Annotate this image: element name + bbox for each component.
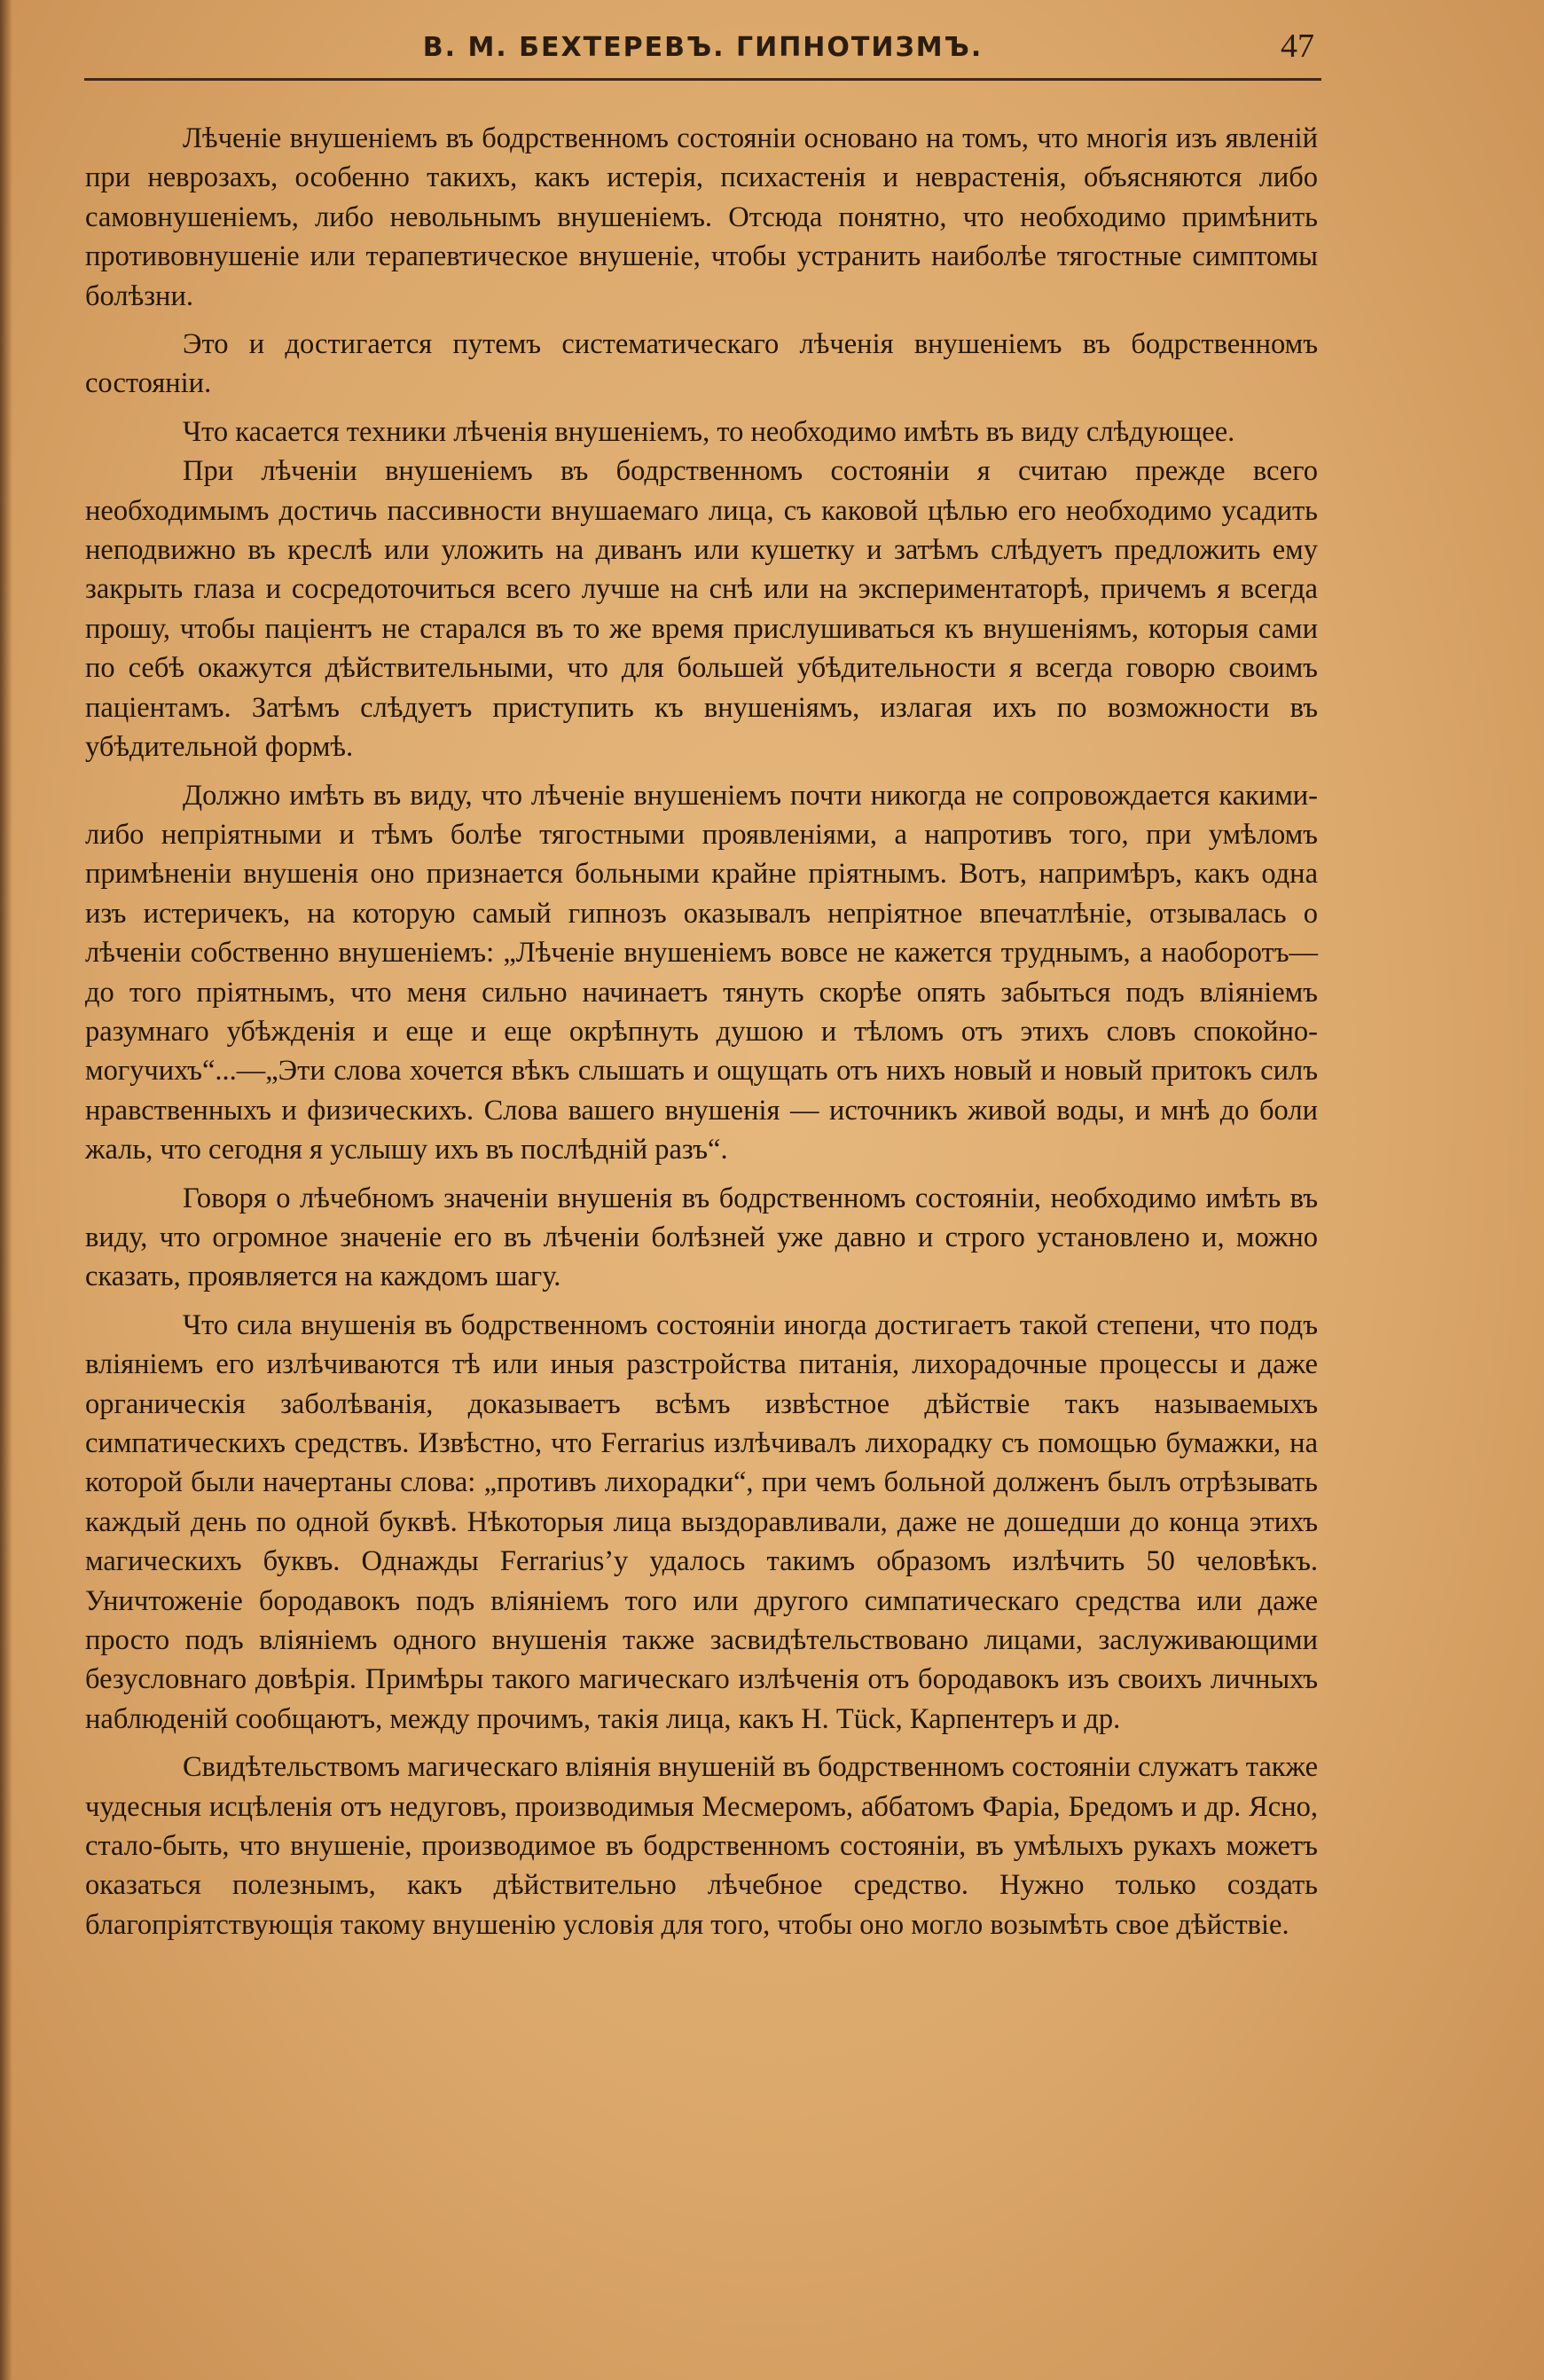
paragraph: Это и достигается путемъ систематическаго лѣченія внушеніемъ въ бодрственномъ состояніи. xyxy=(85,328,1318,400)
paragraph: Что сила внушенія въ бодрственномъ состояніи иногда достигаетъ такой степени, что подъ вліяніемъ его излѣчиваются тѣ или иныя разстройства питанія, лихорадочные процессы и даже органическія заболѣванія, доказываетъ всѣмъ извѣстное дѣйствіе такъ называемыхъ симпатическихъ средствъ. Извѣстно, что Ferrarius излѣчивалъ лихорадку съ помощью бумажки, на которой были начертаны слова: „противъ лихорадки“, при чемъ больной долженъ былъ отрѣзывать каждый день по одной буквѣ. Нѣкоторыя лица выздоравливали, даже не дошедши до конца этихъ магическихъ буквъ. Однажды Ferrarius’у удалось такимъ образомъ излѣчить 50 человѣкъ. Уничтоженіе бородавокъ подъ вліяніемъ того или другого симпатическаго средства или даже просто подъ вліяніемъ одного внушенія также засвидѣтельствовано лицами, заслуживающими безусловнаго довѣрія. Примѣры такого магическаго излѣченія отъ бородавокъ изъ своихъ личныхъ наблюденій сообщаютъ, между прочимъ, такія лица, какъ Н. Tück, Карпентеръ и др. xyxy=(85,1308,1318,1735)
paragraph: Должно имѣть въ виду, что лѣченіе внушеніемъ почти никогда не сопровождается какими-либо непріятными и тѣмъ болѣе тягостными проявленіями, а напротивъ того, при умѣломъ примѣненіи внушенія оно признается больными крайне пріятнымъ. Вотъ, напримѣръ, какъ одна изъ истеричекъ, на которую самый гипнозъ оказывалъ непріятное впечатлѣніе, отзывалась о лѣченіи собственно внушеніемъ: „Лѣченіе внушеніемъ вовсе не кажется труднымъ, а наоборотъ—до того пріятнымъ, что меня сильно начинаетъ тянуть скорѣе опять забыться подъ вліяніемъ разумнаго убѣжденія и еще и еще окрѣпнуть душою и тѣломъ отъ этихъ словъ спокойно-могучихъ“...—„Эти слова хочется вѣкъ слышать и ощущать отъ нихъ новый и новый притокъ силъ нравственныхъ и физическихъ. Слова вашего внушенія — источникъ живой воды, и мнѣ до боли жаль, что сегодня я услышу ихъ въ послѣдній разъ“. xyxy=(85,779,1318,1166)
running-title: В. М. БЕХТЕРЕВЪ. ГИПНОТИЗМЪ. xyxy=(422,32,984,63)
paragraph: Лѣченіе внушеніемъ въ бодрственномъ состояніи основано на томъ, что многія изъ явленій при неврозахъ, особенно такихъ, какъ истерія, психастенія и неврастенія, объясняются либо самовнушеніемъ, либо невольнымъ внушеніемъ. Отсюда понятно, что необходимо примѣнить противовнушеніе или терапевтическое внушеніе, чтобы устранить наиболѣе тягостные симптомы болѣзни. xyxy=(85,122,1318,312)
paragraph: Говоря о лѣчебномъ значеніи внушенія въ бодрственномъ состояніи, необходимо имѣть въ виду, что огромное значеніе его въ лѣченіи болѣзней уже давно и строго установлено и, можно сказать, проявляется на каждомъ шагу. xyxy=(85,1182,1318,1293)
paragraph: При лѣченіи внушеніемъ въ бодрственномъ состояніи я считаю прежде всего необходимымъ достичь пассивности внушаемаго лица, съ каковой цѣлью его необходимо усадить неподвижно въ креслѣ или уложить на диванъ или кушетку и затѣмъ слѣдуетъ предложить ему закрыть глаза и сосредоточиться всего лучше на снѣ или на экспериментаторѣ, причемъ я всегда прошу, чтобы паціентъ не старался въ то же время прислушиваться къ внушеніямъ, которыя сами по себѣ окажутся дѣйствительными, что для большей убѣдительности я всегда говорю своимъ паціентамъ. Затѣмъ слѣдуетъ приступить къ внушеніямъ, излагая ихъ по возможности въ убѣдительной формѣ. xyxy=(85,455,1318,764)
body-text xyxy=(85,119,1318,1944)
paragraph: Свидѣтельствомъ магическаго вліянія внушеній въ бодрственномъ состояніи служатъ также чудесныя исцѣленія отъ недуговъ, производимыя Месмеромъ, аббатомъ Фаріа, Бредомъ и др. Ясно, стало-быть, что внушеніе, производимое въ бодрственномъ состояніи, въ умѣлыхъ рукахъ можетъ оказаться полезнымъ, какъ дѣйствительно лѣчебное средство. Нужно только создать благопріятствующія такому внушенію условія для того, чтобы оно могло возымѣть свое дѣйствіе. xyxy=(85,1751,1318,1941)
paragraph: Что касается техники лѣченія внушеніемъ, то необходимо имѣть въ виду слѣдующее. xyxy=(183,415,1235,448)
page-number: 47 xyxy=(1281,27,1314,65)
page-header xyxy=(84,27,1321,81)
page-edge-shadow xyxy=(0,0,12,2380)
